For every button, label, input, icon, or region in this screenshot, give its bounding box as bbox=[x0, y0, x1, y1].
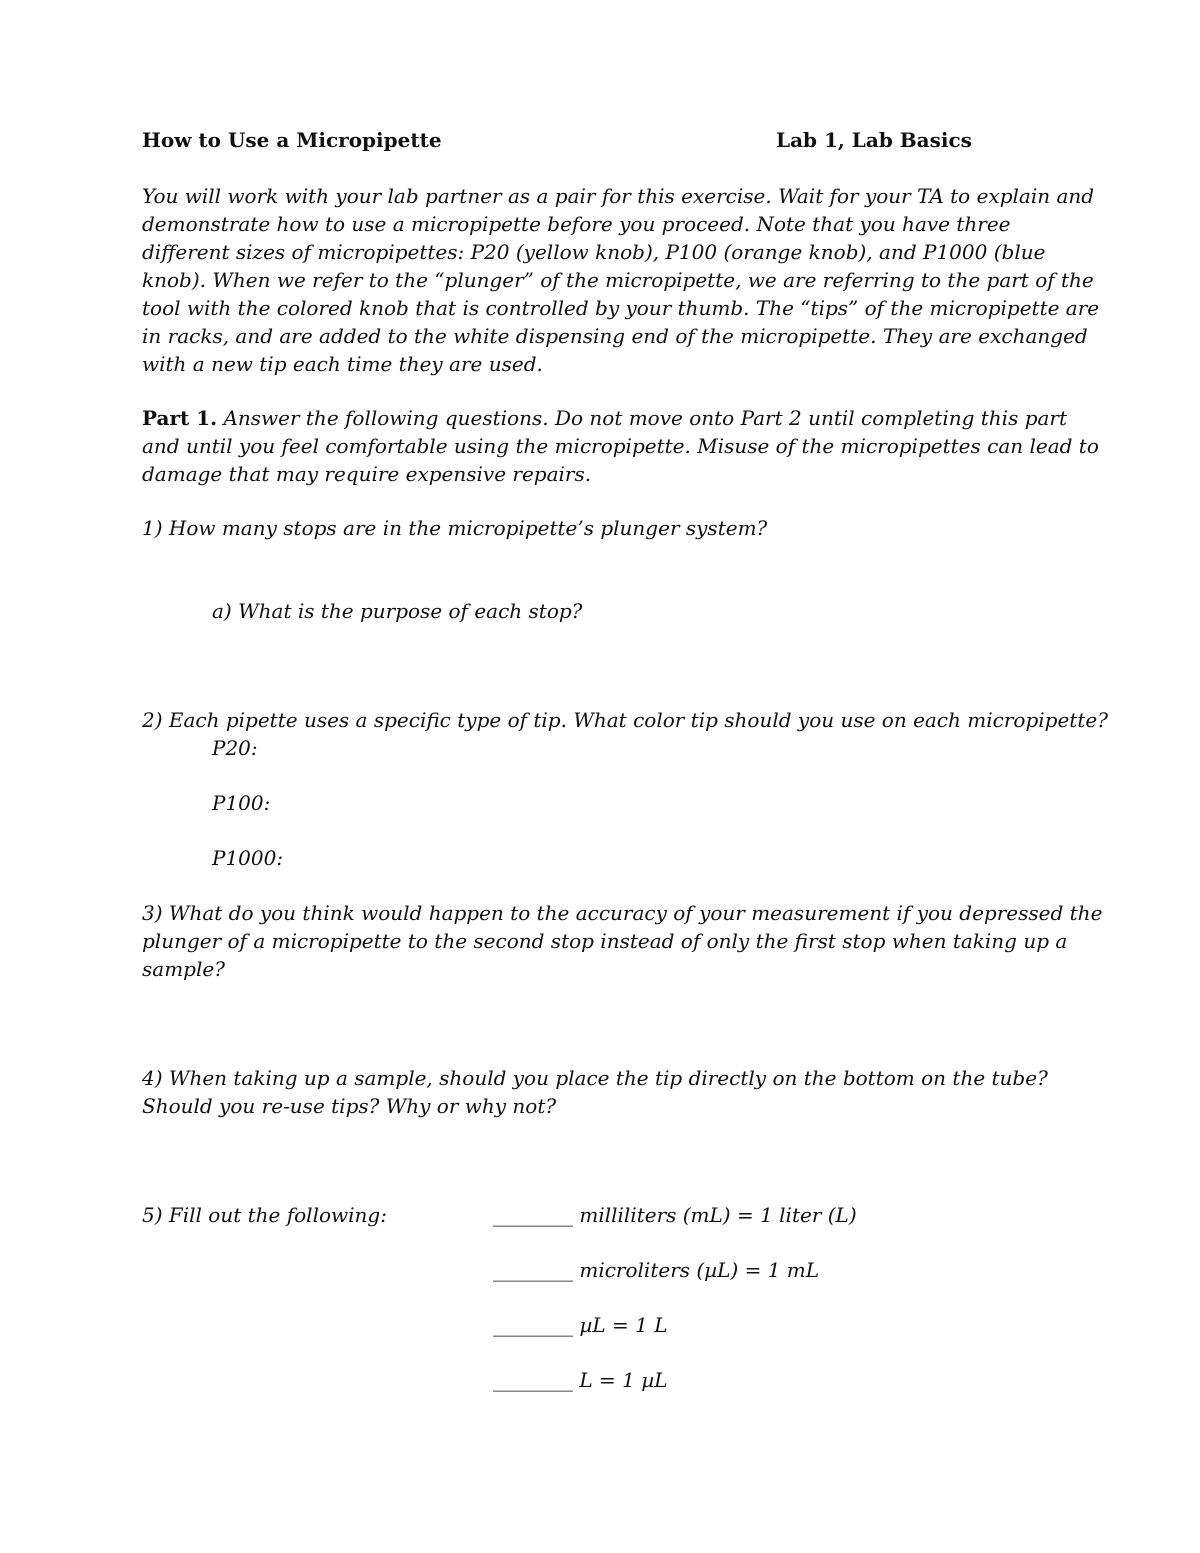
question-1: 1) How many stops are in the micropipette’s plunger system? bbox=[142, 516, 768, 540]
question-3-line: sample? bbox=[142, 957, 225, 981]
intro-line: knob). When we refer to the “plunger” of the micropipette, we are referring to the part of the bbox=[142, 268, 1094, 292]
intro-line: You will work with your lab partner as a pair for this exercise. Wait for your TA to explain and bbox=[142, 184, 1095, 208]
question-3-line: 3) What do you think would happen to the accuracy of your measurement if you depressed the bbox=[142, 901, 1103, 925]
question-5: 5) Fill out the following: bbox=[142, 1203, 387, 1227]
question-2: 2) Each pipette uses a specific type of tip. What color tip should you use on each micropipette? bbox=[142, 708, 1108, 732]
part1-label: Part 1. bbox=[142, 406, 218, 430]
fill-blank-l-per-ul: ________ L = 1 µL bbox=[493, 1368, 668, 1392]
fill-blank-ul-per-ml: ________ microliters (µL) = 1 mL bbox=[493, 1258, 820, 1282]
question-4-line: 4) When taking up a sample, should you place the tip directly on the bottom on the tube? bbox=[142, 1066, 1048, 1090]
part1-line: damage that may require expensive repairs. bbox=[142, 462, 592, 486]
part1-text: Answer the following questions. Do not move onto Part 2 until completing this part bbox=[223, 406, 1068, 430]
lab-label: Lab 1, Lab Basics bbox=[776, 128, 972, 152]
question-1a: a) What is the purpose of each stop? bbox=[212, 599, 583, 623]
part1-line: and until you feel comfortable using the micropipette. Misuse of the micropipettes can lead to bbox=[142, 434, 1099, 458]
intro-line: different sizes of micropipettes: P20 (yellow knob), P100 (orange knob), and P1000 (blue bbox=[142, 240, 1046, 264]
intro-line: with a new tip each time they are used. bbox=[142, 352, 543, 376]
document-title: How to Use a Micropipette bbox=[142, 128, 442, 152]
intro-line: tool with the colored knob that is controlled by your thumb. The “tips” of the micropipette are bbox=[142, 296, 1100, 320]
question-2-p100: P100: bbox=[212, 791, 271, 815]
fill-blank-ml-per-l: ________ milliliters (mL) = 1 liter (L) bbox=[493, 1203, 857, 1227]
intro-line: in racks, and are added to the white dispensing end of the micropipette. They are exchanged bbox=[142, 324, 1088, 348]
question-2-p1000: P1000: bbox=[212, 846, 284, 870]
question-4-line: Should you re-use tips? Why or why not? bbox=[142, 1094, 557, 1118]
question-2-p20: P20: bbox=[212, 736, 258, 760]
intro-line: demonstrate how to use a micropipette before you proceed. Note that you have three bbox=[142, 212, 1011, 236]
question-3-line: plunger of a micropipette to the second stop instead of only the first stop when taking up a bbox=[142, 929, 1068, 953]
part1-first-line bbox=[142, 404, 1067, 432]
fill-blank-ul-per-l: ________ µL = 1 L bbox=[493, 1313, 668, 1337]
